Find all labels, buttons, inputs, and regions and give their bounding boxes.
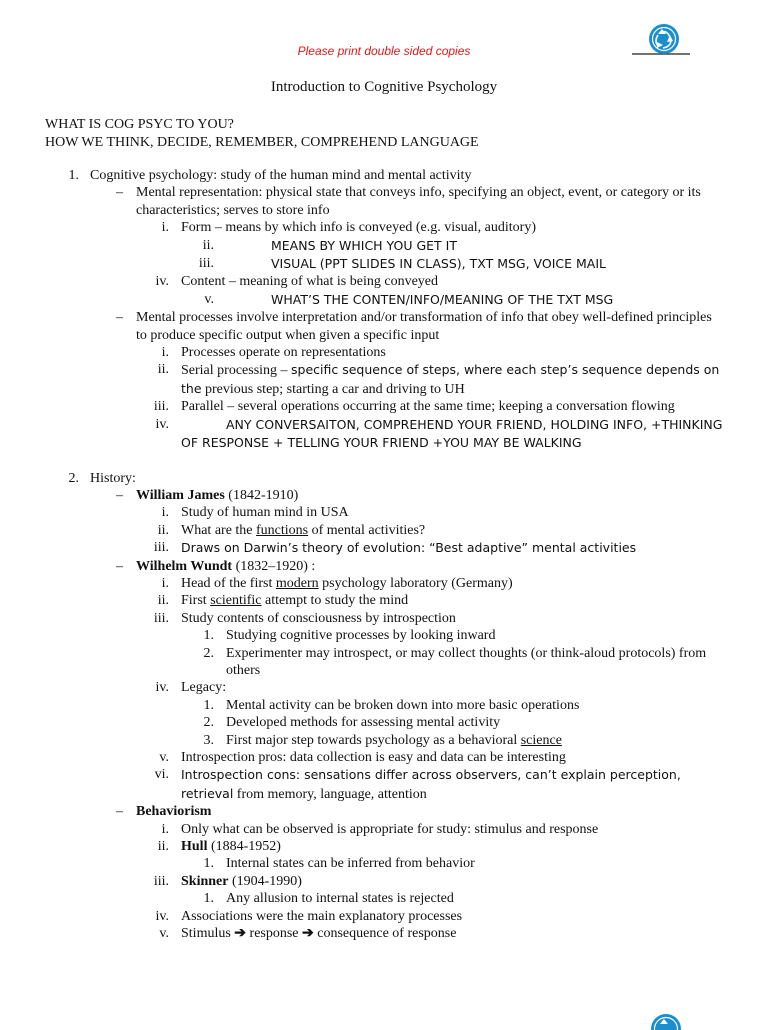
text-segment: Studying cognitive processes by looking inward [226,628,495,643]
outline-text [181,749,726,766]
outline-marker: i. [129,821,169,838]
text-segment: Mental activity can be broken down into more basic operations [226,698,579,713]
text-segment: Hull [181,839,207,854]
outline-text [226,237,726,255]
text-segment: Parallel – several operations occurring at the same time; keeping a conversation flowing [181,399,675,414]
document-title: Introduction to Cognitive Psychology [0,79,768,96]
intro-line: WHAT IS COG PSYC TO YOU? [45,116,479,134]
outline-text [226,732,726,749]
outline-text [181,575,726,592]
outline-marker: ii. [129,522,169,539]
outline-marker: – [83,558,123,575]
outline-item [0,749,768,766]
outline-text [90,470,726,487]
outline-marker: v. [174,291,214,308]
outline-text [226,890,726,907]
outline-item [0,575,768,592]
outline-marker: iv. [129,416,169,433]
text-segment: Experimenter may introspect, or may collect thoughts (or think-aloud protocols) from others [226,646,706,678]
outline-marker: 1. [39,167,79,184]
text-segment: MEANS BY WHICH YOU GET IT [271,238,457,253]
text-segment: consequence of response [314,926,457,941]
outline-item [0,504,768,521]
outline-text [226,714,726,731]
outline-text [226,627,726,644]
text-segment: (1832–1920) : [232,559,315,574]
text-segment: modern [276,576,319,591]
text-segment: WHAT’S THE CONTEN/INFO/MEANING OF THE TXT MSG [271,292,613,307]
text-segment: response [246,926,302,941]
recycling-logo-bottom-icon [640,1010,692,1030]
outline-text [181,416,726,453]
spacer [0,453,768,470]
outline-text [181,925,726,942]
outline-item [0,908,768,925]
text-segment: attempt to study the mind [262,593,409,608]
outline-text [226,291,726,309]
outline-marker: 1. [174,855,214,872]
outline-item [0,838,768,855]
outline-marker: – [83,487,123,504]
outline-item [0,487,768,504]
outline-item [0,855,768,872]
outline-marker: – [83,184,123,201]
text-segment: specific sequence of steps, where each step’s sequence depends on the [181,362,719,395]
outline-text [90,167,726,184]
outline-item [0,803,768,820]
text-segment: Cognitive psychology: study of the human mind and mental activity [90,168,471,183]
outline-text [181,908,726,925]
outline-text [181,873,726,890]
outline-item [0,645,768,680]
outline-text [181,821,726,838]
outline-marker: 1. [174,890,214,907]
text-segment: (1904-1990) [228,874,302,889]
outline-item [0,273,768,290]
outline-marker: ii. [174,237,214,254]
text-segment: Mental representation: physical state that conveys info, specifying an object, event, or category or its characteristics; serves to store info [136,185,701,217]
text-segment: from memory, language, attention [233,787,426,802]
outline-marker: iii. [129,873,169,890]
outline-item [0,309,768,344]
outline-item [0,361,768,398]
outline-marker: i. [129,575,169,592]
outline-marker: ii. [129,838,169,855]
text-segment: Developed methods for assessing mental activity [226,715,500,730]
outline-text [181,610,726,627]
text-segment: First [181,593,210,608]
text-segment: William James [136,488,225,503]
outline-text [226,855,726,872]
text-segment: Draws on Darwin’s theory of evolution: “Best adaptive” mental activities [181,540,636,555]
outline-item [0,766,768,803]
outline-text [181,504,726,521]
outline-text [226,645,726,680]
outline-marker: ii. [129,361,169,378]
text-segment: Processes operate on representations [181,345,386,360]
text-segment: VISUAL (PPT SLIDES IN CLASS), TXT MSG, VOICE MAIL [271,256,606,271]
text-segment: Any allusion to internal states is rejected [226,891,454,906]
text-segment: previous step; starting a car and driving to UH [202,382,465,397]
outline-item [0,184,768,219]
text-segment: ➔ [234,926,246,941]
outline-item [0,539,768,557]
outline-marker: – [83,803,123,820]
outline-marker: 1. [174,697,214,714]
outline-content [0,167,768,942]
outline-item [0,873,768,890]
text-segment: Legacy: [181,680,226,695]
print-notice: Please print double sided copies [0,44,768,58]
outline-item [0,610,768,627]
text-segment: Introspection cons: [181,767,304,782]
outline-text [181,679,726,696]
outline-item [0,416,768,453]
outline-item [0,470,768,487]
text-segment: Head of the first [181,576,276,591]
outline-marker: iii. [129,610,169,627]
outline-item [0,398,768,415]
text-segment: scientific [210,593,261,608]
outline-marker: v. [129,925,169,942]
outline-item [0,558,768,575]
outline-marker: 2. [174,714,214,731]
outline-text [181,592,726,609]
outline-marker: iii. [129,398,169,415]
outline-item [0,237,768,255]
outline-item [0,344,768,361]
intro-line: HOW WE THINK, DECIDE, REMEMBER, COMPREHEND LANGUAGE [45,134,479,152]
outline-item [0,291,768,309]
outline-text [181,398,726,415]
outline-item [0,627,768,644]
text-segment: (1842-1910) [225,488,299,503]
outline-marker: iii. [174,255,214,272]
outline-marker: iv. [129,273,169,290]
outline-item [0,679,768,696]
outline-text [136,558,726,575]
outline-text [181,361,726,398]
outline-text [181,838,726,855]
outline-item [0,714,768,731]
text-segment: ➔ [302,926,314,941]
text-segment: Form – means by which info is conveyed (e.g. visual, auditory) [181,220,536,235]
text-segment: Associations were the main explanatory processes [181,909,462,924]
intro-block [45,116,479,151]
outline-text [136,803,726,820]
outline-marker: 2. [174,645,214,662]
outline-text [181,766,726,803]
outline-text [136,184,726,219]
text-segment: Introspection pros: data collection is easy and data can be interesting [181,750,566,765]
outline-item [0,522,768,539]
outline-marker: 3. [174,732,214,749]
outline-text [226,697,726,714]
outline-marker: i. [129,219,169,236]
outline-marker: vi. [129,766,169,783]
text-segment: (1884-1952) [207,839,281,854]
outline-marker: iv. [129,908,169,925]
text-segment: ANY CONVERSAITON, COMPREHEND YOUR FRIEND, HOLDING INFO, +THINKING OF RESPONSE + TELLING YOUR FRIEND +YOU MAY BE WALKING [181,417,722,450]
outline-item [0,167,768,184]
outline-marker: 2. [39,470,79,487]
text-segment: psychology laboratory (Germany) [319,576,513,591]
outline-text [181,344,726,361]
text-segment: Serial processing – [181,363,291,378]
outline-marker: – [83,309,123,326]
outline-item [0,255,768,273]
outline-marker: i. [129,344,169,361]
outline-text [181,539,726,557]
text-segment: Study of human mind in USA [181,505,349,520]
text-segment: functions [256,523,308,538]
text-segment: Content – meaning of what is being conveyed [181,274,438,289]
text-segment: Internal states can be inferred from behavior [226,856,475,871]
outline-item [0,219,768,236]
outline-marker: iii. [129,539,169,556]
outline-text [136,487,726,504]
outline-item [0,925,768,942]
outline-item [0,592,768,609]
outline-text [181,522,726,539]
text-segment: Behaviorism [136,804,211,819]
text-segment: History: [90,471,136,486]
text-segment: Mental processes involve interpretation and/or transformation of info that obey well-defined principles to produce specific output when given a specific input [136,310,712,342]
outline-text [181,219,726,236]
text-segment: sensations differ across observers, can’t explain perception, retrieval [181,767,681,800]
text-segment: of mental activities? [308,523,425,538]
text-segment: Skinner [181,874,228,889]
outline-marker: v. [129,749,169,766]
recycling-logo-icon [630,20,692,64]
outline-item [0,821,768,838]
text-segment: Only what can be observed is appropriate for study: stimulus and response [181,822,598,837]
outline-item [0,890,768,907]
outline-marker: 1. [174,627,214,644]
outline-text [181,273,726,290]
outline-item [0,697,768,714]
outline-marker: ii. [129,592,169,609]
outline-text [226,255,726,273]
text-segment: Study contents of consciousness by introspection [181,611,456,626]
outline-marker: iv. [129,679,169,696]
outline-item [0,732,768,749]
outline-text [136,309,726,344]
outline-marker: i. [129,504,169,521]
text-segment: Stimulus [181,926,234,941]
text-segment: First major step towards psychology as a behavioral [226,733,521,748]
text-segment: science [521,733,562,748]
text-segment: Wilhelm Wundt [136,559,232,574]
text-segment: What are the [181,523,256,538]
